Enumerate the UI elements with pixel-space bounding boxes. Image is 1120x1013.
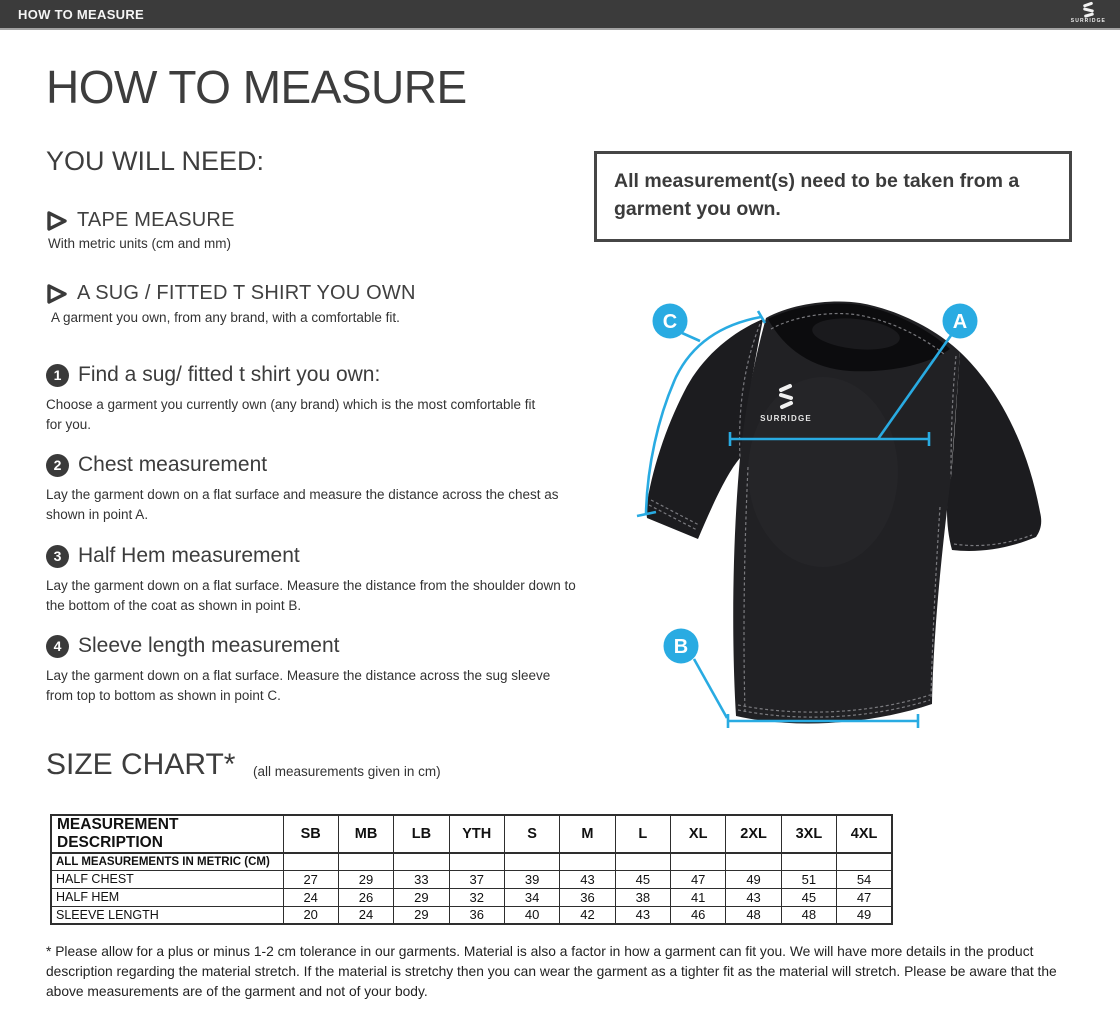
step-title: Find a sug/ fitted t shirt you own:: [78, 363, 381, 386]
step-2-heading: [46, 453, 267, 477]
cell-value: 36: [560, 888, 615, 906]
metric-row-label: ALL MEASUREMENTS IN METRIC (CM): [51, 853, 283, 870]
column-header: 4XL: [837, 815, 892, 853]
page-title: HOW TO MEASURE: [46, 61, 467, 113]
step-number-badge: 4: [46, 635, 69, 658]
surridge-s-icon: [1081, 1, 1096, 18]
cell-value: 20: [283, 906, 338, 924]
cell-value: 45: [781, 888, 836, 906]
step-4-description: Lay the garment down on a flat surface. Measure the distance across the sug sleeve from top to bottom as shown in point C.: [46, 668, 551, 704]
cell-value: 40: [504, 906, 559, 924]
marker-b-leader-line: [694, 659, 727, 718]
tolerance-footnote: * Please allow for a plus or minus 1-2 cm tolerance in our garments. Material is also a factor in how a garment can fit you. We will have more details in the product description regarding the material stretch. If the material is stretchy then you can wear the garment as a tighter fit as the material will stretch. Please be aware that the above measurements are of the garment and not of your body.: [46, 944, 1057, 1000]
cell-value: 39: [504, 870, 559, 888]
notice-text: All measurement(s) need to be taken from a garment you own.: [614, 170, 1020, 221]
cell-value: 49: [837, 906, 892, 924]
step-2-description: Lay the garment down on a flat surface and measure the distance across the chest as shown in point A.: [46, 487, 559, 523]
step-number-badge: 1: [46, 364, 69, 387]
cell-value: 34: [504, 888, 559, 906]
cell-value: 54: [837, 870, 892, 888]
top-bar: [0, 0, 1120, 30]
size-chart-table: [50, 814, 893, 925]
triangle-bullet-icon: [46, 210, 68, 232]
cell-value: 48: [781, 906, 836, 924]
cell-value: 43: [615, 906, 670, 924]
step-title: Half Hem measurement: [78, 544, 300, 567]
cell-value: 29: [394, 906, 449, 924]
cell-value: 27: [283, 870, 338, 888]
column-header: 2XL: [726, 815, 781, 853]
cell-value: 43: [560, 870, 615, 888]
column-header: MEASUREMENT DESCRIPTION: [51, 815, 283, 853]
metric-note-row: [51, 853, 892, 870]
column-header: MB: [338, 815, 393, 853]
you-will-need-heading: YOU WILL NEED:: [46, 146, 265, 176]
cell-value: 26: [338, 888, 393, 906]
step-4-heading: [46, 634, 340, 658]
shirt-right-sleeve: [947, 352, 1041, 551]
need-item-description: A garment you own, from any brand, with a comfortable fit.: [51, 310, 400, 325]
row-label: HALF CHEST: [51, 870, 283, 888]
measurement-notice-box: [594, 151, 1072, 242]
column-header: M: [560, 815, 615, 853]
column-header: LB: [394, 815, 449, 853]
step-number-badge: 2: [46, 454, 69, 477]
marker-b-label: B: [673, 636, 689, 658]
step-title: Chest measurement: [78, 453, 268, 476]
cell-value: 41: [671, 888, 726, 906]
cell-value: 51: [781, 870, 836, 888]
step-title: Sleeve length measurement: [78, 634, 340, 657]
column-header: YTH: [449, 815, 504, 853]
column-header: XL: [671, 815, 726, 853]
cell-value: 46: [671, 906, 726, 924]
size-chart-subheading: (all measurements given in cm): [253, 764, 441, 779]
need-item-description: With metric units (cm and mm): [48, 236, 232, 251]
column-header: 3XL: [781, 815, 836, 853]
table-row-half-chest: [51, 870, 892, 888]
cell-value: 45: [615, 870, 670, 888]
need-item-label: TAPE MEASURE: [77, 209, 235, 231]
cell-value: 29: [338, 870, 393, 888]
row-label: HALF HEM: [51, 888, 283, 906]
table-row-half-hem: [51, 888, 892, 906]
table-header-row: [51, 815, 892, 853]
shirt-highlight: [748, 377, 898, 567]
table-row-sleeve-length: [51, 906, 892, 924]
cell-value: 37: [449, 870, 504, 888]
topbar-title: HOW TO MEASURE: [18, 6, 145, 22]
row-label: SLEEVE LENGTH: [51, 906, 283, 924]
marker-a-label: A: [952, 311, 968, 333]
cell-value: 32: [449, 888, 504, 906]
step-number-badge: 3: [46, 545, 69, 568]
shirt-logo-word: SURRIDGE: [760, 414, 812, 423]
cell-value: 24: [283, 888, 338, 906]
cell-value: 47: [837, 888, 892, 906]
triangle-bullet-icon: [46, 283, 68, 305]
marker-c-label: C: [662, 311, 678, 333]
column-header: S: [504, 815, 559, 853]
size-chart-heading: SIZE CHART*: [46, 748, 236, 781]
cell-value: 48: [726, 906, 781, 924]
step-3-description: Lay the garment down on a flat surface. Measure the distance from the shoulder down to the bottom of the coat as shown in point B.: [46, 578, 576, 614]
step-1-description: Choose a garment you currently own (any brand) which is the most comfortable fit for you.: [46, 397, 536, 433]
need-item-label: A SUG / FITTED T SHIRT YOU OWN: [77, 282, 416, 304]
cell-value: 49: [726, 870, 781, 888]
topbar-brand-word: SURRIDGE: [1070, 18, 1106, 24]
shirt-measurement-diagram: [588, 272, 1118, 817]
step-1-heading: [46, 363, 380, 387]
cell-value: 42: [560, 906, 615, 924]
column-header: L: [615, 815, 670, 853]
need-item-tape-measure: [46, 209, 235, 232]
surridge-logo-icon: [1071, 1, 1106, 24]
cell-value: 29: [394, 888, 449, 906]
cell-value: 47: [671, 870, 726, 888]
column-header: SB: [283, 815, 338, 853]
cell-value: 43: [726, 888, 781, 906]
need-item-fitted-shirt: [46, 282, 416, 305]
step-3-heading: [46, 544, 300, 568]
cell-value: 33: [394, 870, 449, 888]
cell-value: 38: [615, 888, 670, 906]
cell-value: 24: [338, 906, 393, 924]
cell-value: 36: [449, 906, 504, 924]
